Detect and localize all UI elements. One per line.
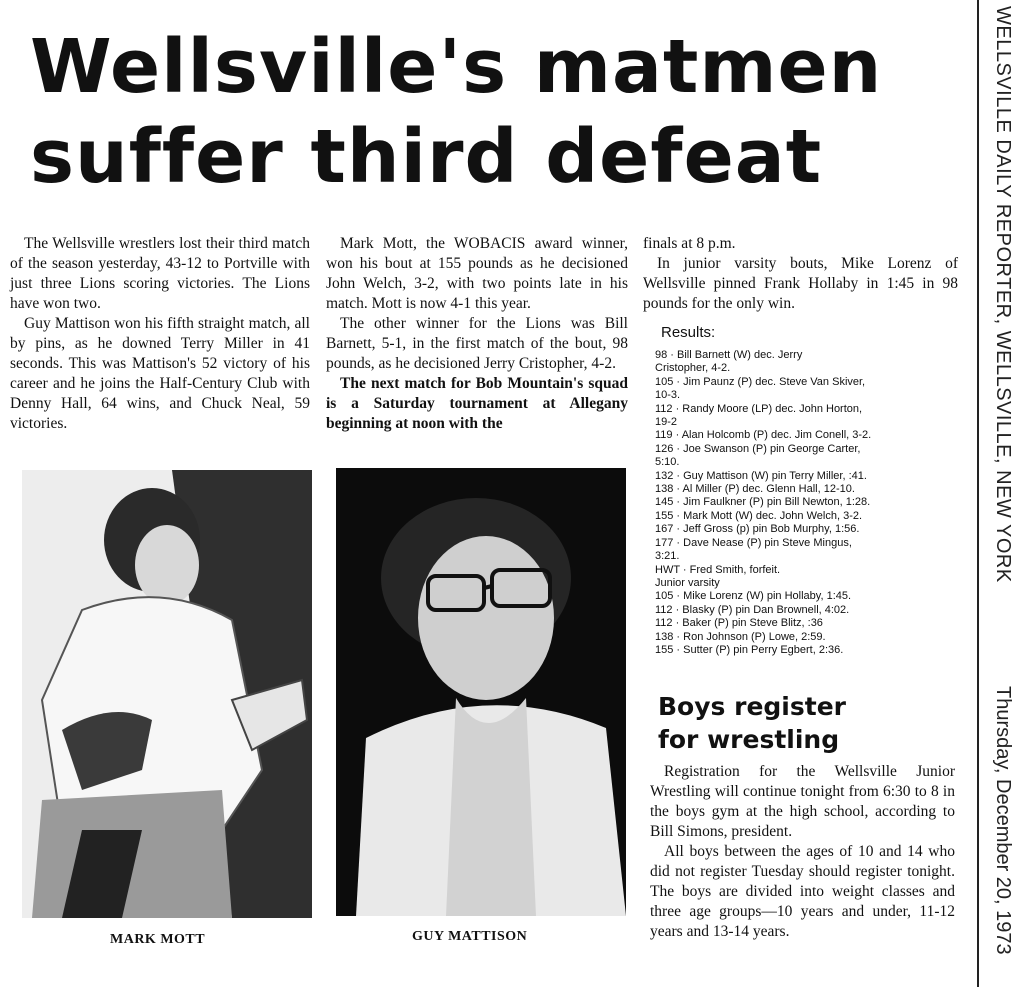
caption-guy-mattison: GUY MATTISON bbox=[412, 929, 528, 944]
results-line: 5:10. bbox=[655, 456, 680, 469]
photo-guy-mattison-image bbox=[336, 468, 626, 916]
paragraph: All boys between the ages of 10 and 14 who did not register Tuesday should register tonight. The boys are divided into weight classes and three age groups—10 years and under, 11-12 years and 13-14 years. bbox=[650, 843, 955, 940]
paragraph: In junior varsity bouts, Mike Lorenz of Wellsville pinned Frank Hollaby in 1:45 in 98 pounds for the only win. bbox=[643, 255, 958, 312]
results-line: Cristopher, 4-2. bbox=[655, 362, 731, 375]
results-line: 112 · Baker (P) pin Steve Blitz, :36 bbox=[655, 617, 823, 630]
caption-mark-mott: MARK MOTT bbox=[110, 932, 206, 947]
side-label-source: WELLSVILLE DAILY REPORTER, WELLSVILLE, NEW YORK bbox=[992, 6, 1014, 583]
side-label-date: Thursday, December 20, 1973 bbox=[992, 686, 1014, 955]
article-column-1 bbox=[10, 234, 310, 434]
headline bbox=[30, 22, 960, 202]
paragraph: The other winner for the Lions was Bill Barnett, 5-1, in the first match of the bout, 98 pounds, as he decisioned Jerry Cristopher, 4-2. bbox=[326, 315, 628, 372]
paragraph: Registration for the Wellsville Junior Wrestling will continue tonight from 6:30 to 8 in the boys gym at the high school, according to Bill Simons, president. bbox=[650, 763, 955, 840]
results-line: 105 · Jim Paunz (P) dec. Steve Van Skiver, bbox=[655, 375, 866, 388]
headline-line-2: suffer third defeat bbox=[30, 114, 823, 200]
results-line: 126 · Joe Swanson (P) pin George Carter, bbox=[655, 442, 861, 455]
results-line: 105 · Mike Lorenz (W) pin Hollaby, 1:45. bbox=[655, 590, 852, 603]
article-column-3 bbox=[643, 234, 958, 657]
results-line: 112 · Randy Moore (LP) dec. John Horton, bbox=[655, 402, 863, 415]
article-column-4 bbox=[650, 762, 955, 942]
results-line: Junior varsity bbox=[655, 576, 720, 589]
results-line: 155 · Mark Mott (W) dec. John Welch, 3-2. bbox=[655, 509, 863, 522]
results-line: 119 · Alan Holcomb (P) dec. Jim Conell, 3-2. bbox=[655, 429, 872, 442]
photo-mark-mott bbox=[22, 470, 312, 918]
subheadline-line-2: for wrestling bbox=[658, 725, 840, 754]
results-line: 132 · Guy Mattison (W) pin Terry Miller, :41. bbox=[655, 469, 867, 482]
paragraph: Guy Mattison won his fifth straight match, all by pins, as he downed Terry Miller in 41 seconds. This was Mattison's 52 victory of his career and he joins the Half-Century Club with Denny Hall, 64 wins, and Chuck Neal, 59 victories. bbox=[10, 315, 310, 432]
results-line: 138 · Ron Johnson (P) Lowe, 2:59. bbox=[655, 630, 826, 643]
headline-line-1: Wellsville's matmen bbox=[30, 24, 883, 110]
paragraph: Mark Mott, the WOBACIS award winner, won his bout at 155 pounds as he decisioned John Welch, 3-2, with two points late in his match. Mott is now 4-1 this year. bbox=[326, 235, 628, 312]
results-line: 138 · Al Miller (P) dec. Glenn Hall, 12-10. bbox=[655, 483, 855, 496]
results-line: 3:21. bbox=[655, 550, 680, 563]
results-line: HWT · Fred Smith, forfeit. bbox=[655, 563, 781, 576]
subheadline-line-1: Boys register bbox=[658, 692, 846, 721]
photo-guy-mattison bbox=[336, 468, 626, 916]
results-line: 10-3. bbox=[655, 389, 681, 402]
results-line: 177 · Dave Nease (P) pin Steve Mingus, bbox=[655, 536, 852, 549]
paragraph: finals at 8 p.m. bbox=[643, 235, 736, 252]
results-heading: Results: bbox=[661, 324, 716, 341]
paragraph: The Wellsville wrestlers lost their third match of the season yesterday, 43-12 to Portville with just three Lions scoring victories. The Lions have won two. bbox=[10, 235, 310, 312]
side-label bbox=[978, 0, 1024, 987]
results-line: 155 · Sutter (P) pin Perry Egbert, 2:36. bbox=[655, 643, 844, 656]
results-line: 112 · Blasky (P) pin Dan Brownell, 4:02. bbox=[655, 603, 850, 616]
subheadline bbox=[658, 690, 958, 756]
results-line: 98 · Bill Barnett (W) dec. Jerry bbox=[655, 349, 803, 361]
photo-mark-mott-image bbox=[22, 470, 312, 918]
paragraph: The next match for Bob Mountain's squad is a Saturday tournament at Allegany beginning at noon with the bbox=[326, 375, 628, 432]
article-column-2 bbox=[326, 234, 628, 434]
results-line: 145 · Jim Faulkner (P) pin Bill Newton, 1:28. bbox=[655, 496, 871, 509]
results-line: 19-2 bbox=[655, 416, 678, 429]
results-list bbox=[655, 349, 955, 657]
results-line: 167 · Jeff Gross (p) pin Bob Murphy, 1:56. bbox=[655, 523, 860, 536]
